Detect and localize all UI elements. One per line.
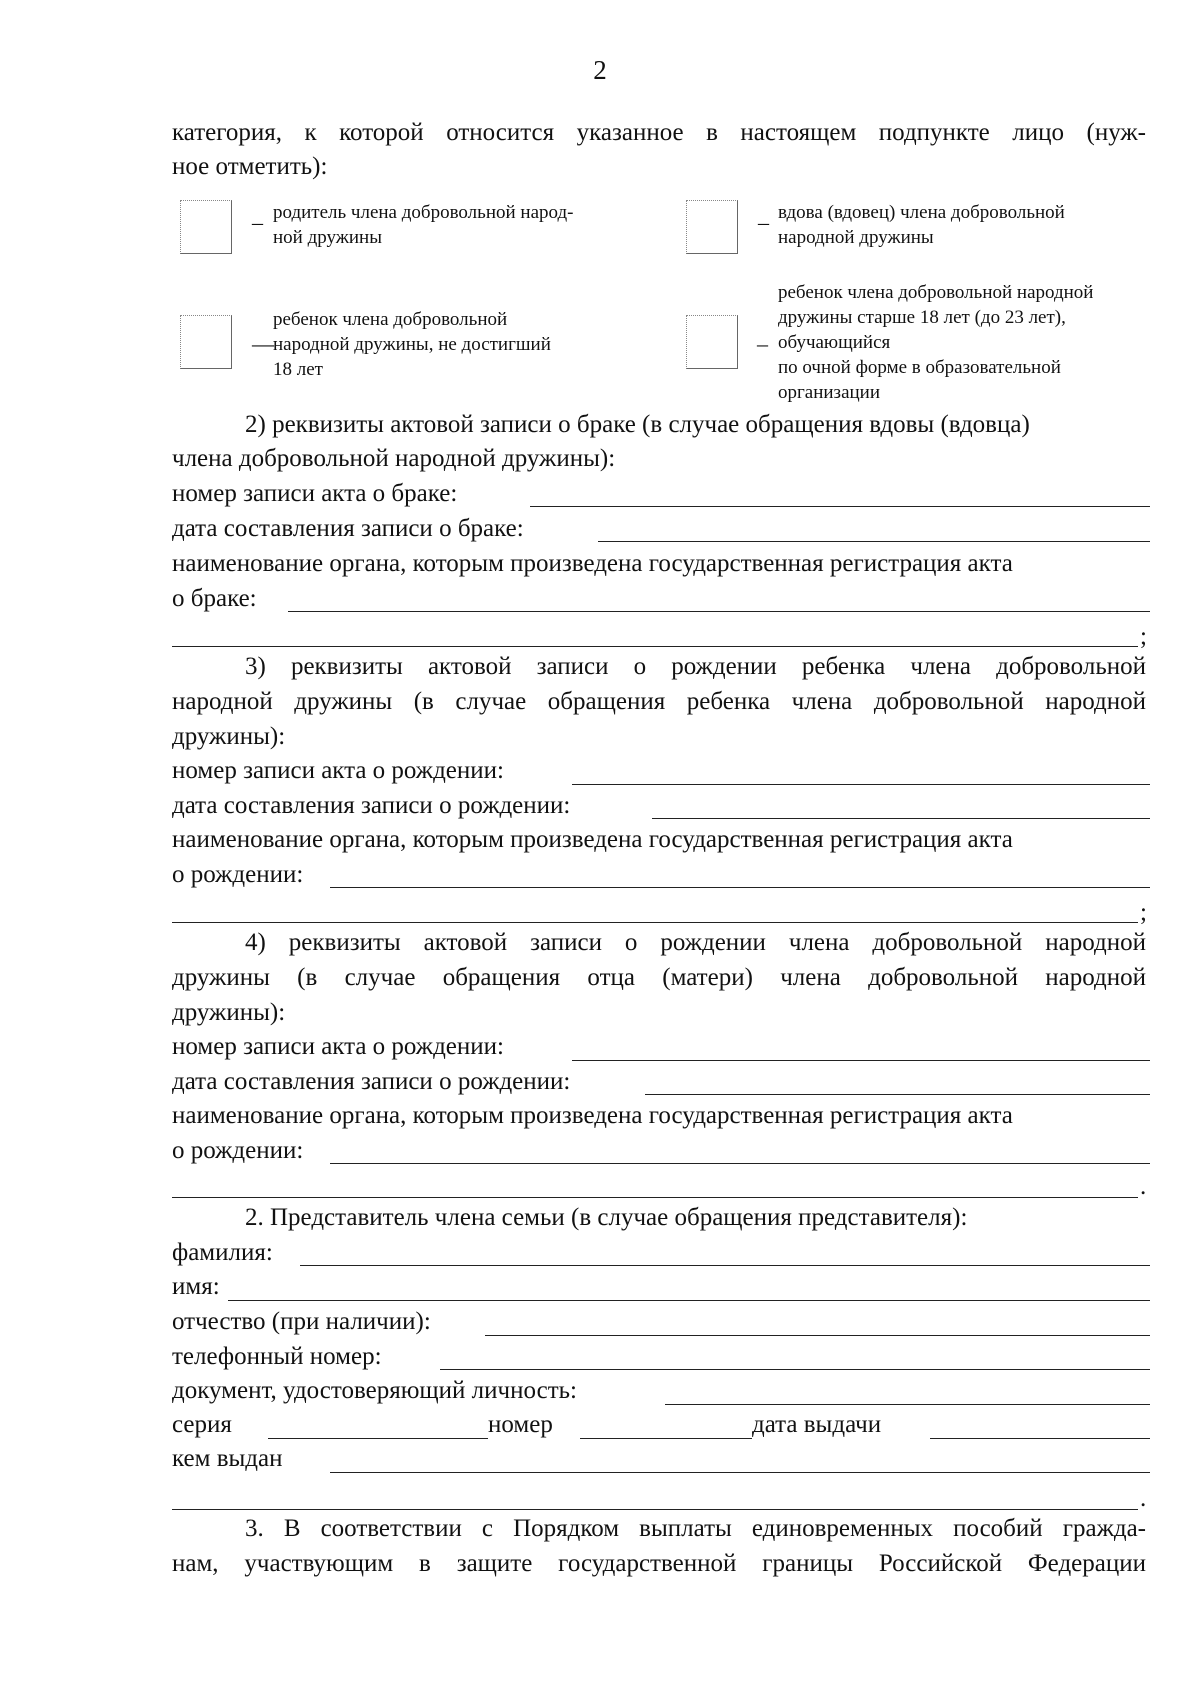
member-birth-organ-label-2: о рождении:	[172, 1137, 304, 1164]
child-birth-end-mark: ;	[1140, 899, 1147, 926]
representative-phone-label: телефонный номер:	[172, 1343, 382, 1370]
child-birth-date-field[interactable]	[652, 818, 1150, 819]
member-birth-heading-3: дружины):	[172, 999, 286, 1026]
marriage-end-mark: ;	[1140, 623, 1147, 650]
representative-id-doc-field[interactable]	[665, 1404, 1150, 1405]
checkbox-child-minor[interactable]	[180, 315, 232, 369]
representative-series-label: серия	[172, 1411, 232, 1438]
checkbox-parent-label-2: ной дружины	[273, 227, 382, 248]
child-birth-organ-field-2[interactable]	[172, 922, 1138, 923]
marriage-organ-label: наименование органа, которым произведена государственная регистрация акта	[172, 550, 1013, 577]
child-birth-number-label: номер записи акта о рождении:	[172, 757, 504, 784]
checkbox-widow-dash: _	[758, 202, 769, 227]
checkbox-widow[interactable]	[686, 200, 738, 254]
representative-phone-field[interactable]	[440, 1369, 1150, 1370]
marriage-date-field[interactable]	[598, 541, 1150, 542]
paragraph-3-line-2: нам, участвующим в защите государственной границы Российской Федерации	[172, 1550, 1146, 1577]
member-birth-heading-2: дружины (в случае обращения отца (матери) члена добровольной народной	[172, 964, 1146, 991]
checkbox-child-student-label-2: дружины старше 18 лет (до 23 лет),	[778, 307, 1066, 328]
child-birth-date-label: дата составления записи о рождении:	[172, 792, 571, 819]
checkbox-child-student-label-1: ребенок члена добровольной народной	[778, 282, 1094, 303]
checkbox-child-student-label-5: организации	[778, 382, 881, 403]
marriage-number-label: номер записи акта о браке:	[172, 480, 458, 507]
representative-issue-date-field[interactable]	[930, 1438, 1150, 1439]
intro-line-1: категория, к которой относится указанное в настоящем подпункте лицо (нуж-	[172, 119, 1146, 146]
child-birth-number-field[interactable]	[572, 784, 1150, 785]
checkbox-widow-label-1: вдова (вдовец) члена добровольной	[778, 202, 1065, 223]
member-birth-heading-1: 4) реквизиты актовой записи о рождении члена добровольной народной	[245, 929, 1146, 956]
child-birth-organ-label: наименование органа, которым произведена государственная регистрация акта	[172, 826, 1013, 853]
representative-surname-field[interactable]	[300, 1265, 1150, 1266]
member-birth-organ-field[interactable]	[330, 1163, 1150, 1164]
child-birth-heading-2: народной дружины (в случае обращения ребенка члена добровольной народной	[172, 688, 1146, 715]
marriage-number-field[interactable]	[530, 506, 1150, 507]
representative-id-doc-label: документ, удостоверяющий личность:	[172, 1377, 577, 1404]
member-birth-organ-label: наименование органа, которым произведена государственная регистрация акта	[172, 1102, 1013, 1129]
member-birth-end-mark: .	[1140, 1173, 1147, 1200]
representative-number-field[interactable]	[580, 1438, 752, 1439]
intro-line-2: ное отметить):	[172, 153, 328, 180]
representative-end-mark: .	[1140, 1485, 1147, 1512]
representative-issue-date-label: дата выдачи	[752, 1411, 882, 1438]
checkbox-child-student-label-4: по очной форме в образовательной	[778, 357, 1061, 378]
checkbox-parent-label-1: родитель члена добровольной народ-	[273, 202, 574, 223]
child-birth-organ-label-2: о рождении:	[172, 861, 304, 888]
member-birth-organ-field-2[interactable]	[172, 1197, 1138, 1198]
member-birth-number-field[interactable]	[572, 1060, 1150, 1061]
representative-patronymic-label: отчество (при наличии):	[172, 1308, 431, 1335]
representative-name-label: имя:	[172, 1273, 220, 1300]
representative-number-label: номер	[488, 1411, 553, 1438]
checkbox-child-student-label-3: обучающийся	[778, 332, 891, 353]
representative-issued-by-field[interactable]	[330, 1472, 1150, 1473]
representative-series-field[interactable]	[268, 1438, 488, 1439]
checkbox-widow-label-2: народной дружины	[778, 227, 934, 248]
representative-issued-by-label: кем выдан	[172, 1445, 283, 1472]
representative-surname-label: фамилия:	[172, 1239, 273, 1266]
marriage-heading-1: 2) реквизиты актовой записи о браке (в случае обращения вдовы (вдовца)	[245, 411, 1030, 438]
child-birth-heading-1: 3) реквизиты актовой записи о рождении ребенка члена добровольной	[245, 653, 1146, 680]
representative-heading: 2. Представитель члена семьи (в случае обращения представителя):	[245, 1204, 968, 1231]
page-number: 2	[593, 55, 607, 85]
marriage-organ-label-2: о браке:	[172, 585, 257, 612]
marriage-heading-2: члена добровольной народной дружины):	[172, 445, 616, 472]
representative-patronymic-field[interactable]	[485, 1335, 1150, 1336]
child-birth-heading-3: дружины):	[172, 723, 286, 750]
child-birth-organ-field[interactable]	[330, 887, 1150, 888]
marriage-date-label: дата составления записи о браке:	[172, 515, 524, 542]
marriage-organ-field[interactable]	[288, 611, 1150, 612]
representative-name-field[interactable]	[228, 1300, 1150, 1301]
representative-issued-by-field-2[interactable]	[172, 1509, 1138, 1510]
checkbox-parent-dash: _	[252, 202, 263, 227]
member-birth-date-label: дата составления записи о рождении:	[172, 1068, 571, 1095]
member-birth-date-field[interactable]	[645, 1094, 1150, 1095]
checkbox-child-student-dash: –	[757, 331, 768, 356]
checkbox-child-student[interactable]	[686, 315, 738, 369]
paragraph-3-line-1: 3. В соответствии с Порядком выплаты единовременных пособий гражда-	[245, 1515, 1146, 1542]
marriage-organ-field-2[interactable]	[172, 646, 1138, 647]
checkbox-child-minor-dash: —	[252, 331, 274, 356]
checkbox-parent[interactable]	[180, 200, 232, 254]
checkbox-child-minor-label-2: народной дружины, не достигший	[273, 334, 551, 355]
checkbox-child-minor-label-3: 18 лет	[273, 359, 323, 380]
checkbox-child-minor-label-1: ребенок члена добровольной	[273, 309, 508, 330]
member-birth-number-label: номер записи акта о рождении:	[172, 1033, 504, 1060]
